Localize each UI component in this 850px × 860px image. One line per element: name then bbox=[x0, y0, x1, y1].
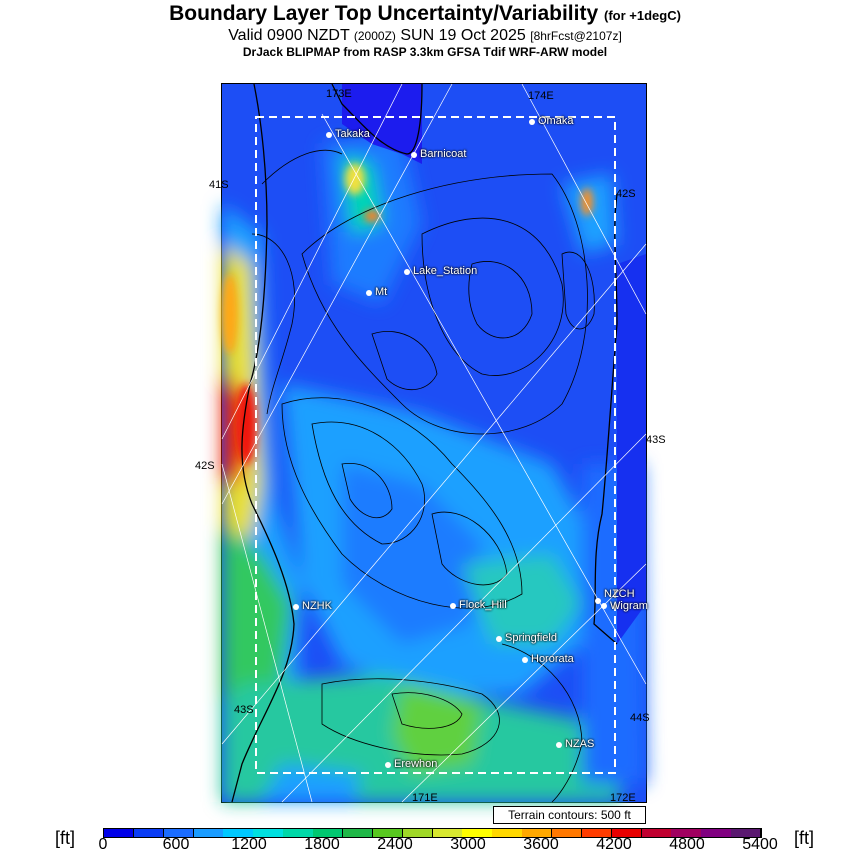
chart-title bbox=[0, 2, 850, 26]
place-label-springfield: Springfield bbox=[505, 632, 557, 644]
legend-unit-right: [ft] bbox=[794, 828, 815, 848]
place-dot-flock_hill bbox=[450, 603, 456, 609]
color-bar-segment bbox=[134, 829, 164, 837]
place-dot-nzas bbox=[556, 742, 562, 748]
color-bar-tick-label: 0 bbox=[98, 836, 108, 853]
place-dot-springfield bbox=[496, 636, 502, 642]
color-bar-tick-label: 4200 bbox=[596, 836, 632, 853]
grid-label-42s-east: 42S bbox=[616, 188, 636, 200]
place-dot-mt bbox=[366, 290, 372, 296]
color-bar-tick-label: 1200 bbox=[231, 836, 267, 853]
terrain-note: Terrain contours: 500 ft bbox=[493, 806, 646, 824]
grid-label-41s: 41S bbox=[209, 179, 229, 191]
chart-title-suffix: (for +1degC) bbox=[603, 8, 681, 23]
forecast-info: [8hrFcst@2107z] bbox=[530, 29, 622, 43]
place-label-wigram: Wigram bbox=[610, 600, 648, 612]
place-label-nzhk: NZHK bbox=[302, 600, 332, 612]
place-label-lake_station: Lake_Station bbox=[413, 265, 478, 277]
place-label-takaka: Takaka bbox=[335, 128, 370, 140]
grid-label-173e: 173E bbox=[326, 88, 352, 100]
color-bar-tick-label: 1800 bbox=[304, 836, 340, 853]
color-bar-tick-label: 600 bbox=[162, 836, 190, 853]
grid-label-171e: 171E bbox=[412, 792, 438, 804]
place-label-nzch: NZCH bbox=[604, 588, 635, 600]
color-bar-segment bbox=[343, 829, 373, 837]
place-label-hororata: Hororata bbox=[531, 653, 574, 665]
place-label-omaka: Omaka bbox=[538, 115, 574, 127]
color-bar-tick-label: 2400 bbox=[377, 836, 413, 853]
place-label-mt: Mt bbox=[375, 286, 388, 298]
model-line: DrJack BLIPMAP from RASP 3.3km GFSA Tdif WRF-ARW model bbox=[242, 45, 608, 59]
place-dot-wigram bbox=[601, 603, 607, 609]
place-dot-nzch bbox=[595, 598, 601, 604]
color-bar-segment bbox=[701, 829, 731, 837]
place-dot-hororata bbox=[522, 657, 528, 663]
place-dot-erewhon bbox=[385, 762, 391, 768]
legend-unit-left: [ft] bbox=[55, 828, 76, 848]
grid-label-42s-west: 42S bbox=[195, 460, 215, 472]
place-label-nzas: NZAS bbox=[565, 738, 595, 750]
map-svg bbox=[222, 84, 646, 802]
grid-label-43s-east: 43S bbox=[646, 434, 666, 446]
color-bar-tick-label: 3600 bbox=[523, 836, 559, 853]
color-bar-tick-label: 4800 bbox=[669, 836, 705, 853]
color-bar-segment bbox=[104, 829, 134, 837]
chart-title-text: Boundary Layer Top Uncertainty/Variability bbox=[169, 2, 599, 25]
valid-utc: (2000Z) bbox=[353, 29, 396, 43]
grid-label-174e: 174E bbox=[528, 90, 554, 102]
valid-date: SUN 19 Oct 2025 bbox=[400, 27, 526, 44]
grid-label-43s-south: 43S bbox=[234, 704, 254, 716]
color-bar-segment bbox=[194, 829, 224, 837]
color-bar-tick-label: 3000 bbox=[450, 836, 486, 853]
color-bar-segment bbox=[492, 829, 522, 837]
place-label-erewhon: Erewhon bbox=[394, 758, 438, 770]
valid-time-line bbox=[0, 27, 850, 45]
place-dot-takaka bbox=[326, 132, 332, 138]
place-dot-nzhk bbox=[293, 604, 299, 610]
place-dot-lake_station bbox=[404, 269, 410, 275]
place-label-barnicoat: Barnicoat bbox=[420, 148, 467, 160]
map-panel bbox=[221, 83, 650, 804]
place-label-flock_hill: Flock_Hill bbox=[459, 599, 507, 611]
place-dot-omaka bbox=[529, 119, 535, 125]
color-bar bbox=[103, 828, 762, 838]
color-bar-tick-label: 5400 bbox=[742, 836, 778, 853]
grid-label-44s: 44S bbox=[630, 712, 650, 724]
grid-label-172e: 172E bbox=[610, 792, 636, 804]
valid-prefix: Valid 0900 NZDT bbox=[228, 27, 350, 44]
color-bar-segment bbox=[642, 829, 672, 837]
place-dot-barnicoat bbox=[411, 152, 417, 158]
